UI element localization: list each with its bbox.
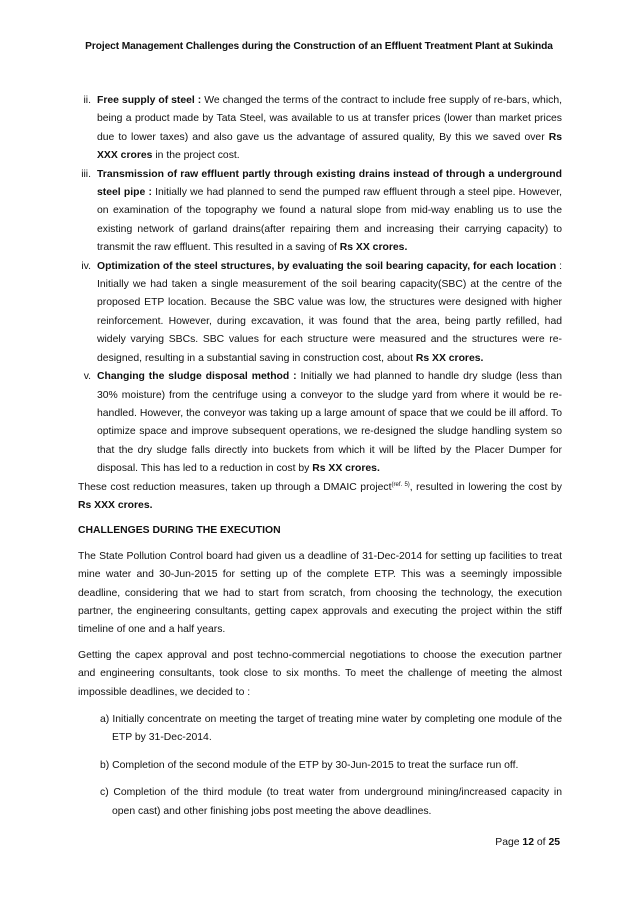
list-number: ii.	[83, 95, 91, 106]
list-item-heading: Optimization of the steel structures, by evaluating the soil bearing capacity, for each location	[97, 260, 557, 272]
page-total: 25	[548, 837, 560, 848]
list-item-text: We changed the terms of the contract to include free supply of re-bars, which, being a product made by Tata Steel, was available to us at transfer prices (lower than market prices due to lower taxes) and also gave us the advantage of assured quality, By this we saved over	[97, 95, 563, 143]
sub-item-c: c) Completion of the third module (to treat water from underground mining/increased capacity in open cast) and other finishing jobs post meeting the above deadlines.	[100, 787, 562, 817]
page-number: 12	[522, 837, 534, 848]
list-item-iv	[78, 258, 562, 368]
summary-paragraph	[78, 479, 562, 516]
page-header: Project Management Challenges during the Construction of an Effluent Treatment Plant at Sukinda	[85, 41, 553, 52]
reference-superscript: (ref. 5)	[391, 481, 410, 488]
list-number: v.	[83, 371, 91, 383]
page-footer	[495, 837, 560, 848]
list-item-text: Initially we had planned to handle dry sludge (less than 30% moisture) from the centrifuge using a conveyor to the sludge yard from where it would be re-handled. However, the conveyor was taking up a large amount of space that we could be ill afford. To optimize space and improve subsequent operations, we re-designed the sludge handling system so that the dry sludge falls directly into buckets from which it will be lifted by the Placer Dumper for disposal. This has led to a reduction in cost by	[97, 371, 562, 475]
sub-item-b: b) Completion of the second module of the ETP by 30-Jun-2015 to treat the surface run off.	[100, 759, 519, 771]
of-word: of	[533, 837, 549, 848]
list-item-text: : Initially we had taken a single measurement of the soil bearing capacity(SBC) at the centre of the proposed ETP location. Because the SBC value was low, the structures were designed with higher reinforcement. However, during excavation, it was found that the area, being partly refilled, had widely varying SBCs. SBC values for each structure were measured and the structures were re-designed, resulting in a substantial saving in construction cost, about	[97, 260, 563, 364]
list-item-amount: Rs XX crores.	[339, 242, 408, 254]
list-item-v	[78, 368, 562, 478]
list-number: iii.	[81, 168, 91, 180]
summary-text: These cost reduction measures, taken up through a DMAIC project	[78, 481, 392, 493]
sub-item-a: a) Initially concentrate on meeting the target of treating mine water by completing one module of the ETP by 31-Dec-2014.	[100, 714, 562, 744]
list-item-ii	[78, 92, 562, 166]
summary-text-cont: , resulted in lowering the cost by	[409, 481, 562, 493]
list-item-tail: in the project cost.	[152, 150, 240, 162]
list-item-heading: Free supply of steel :	[97, 95, 202, 106]
section-heading	[78, 522, 562, 540]
list-item-heading: Transmission of raw effluent partly through existing drains instead of through a underground steel pipe :	[97, 168, 562, 199]
paragraph-deadline: The State Pollution Control board had given us a deadline of 31-Dec-2014 for setting up facilities to treat mine water and 30-Jun-2015 for setting up of the complete ETP. This was a seemingly impossible deadline, considering that we had to start from scratch, from choosing the technology, the execution partner, the engineering consultants, getting capex approvals and executing the project within the stiff timeline of one and a half years.	[78, 550, 562, 636]
list-item-iii	[78, 166, 562, 258]
list-item-text: Initially we had planned to send the pumped raw effluent through a steel pipe. However, on examination of the topography we found a natural slope from mid-way enabling us to use the existing network of garland drains(after repairing them and increasing their carrying capacity) to transmit the raw effluent. This resulted in a saving of	[97, 187, 562, 254]
list-item-heading: Changing the sludge disposal method :	[97, 371, 297, 383]
summary-amount: Rs XXX crores.	[78, 499, 153, 511]
list-item-amount: Rs XX crores.	[415, 352, 484, 364]
sub-list	[78, 711, 562, 821]
list-item-amount: Rs XXX crores	[97, 131, 562, 162]
section-heading-text: CHALLENGES DURING THE EXECUTION	[78, 525, 281, 537]
page-body	[78, 92, 562, 821]
paragraph-approval: Getting the capex approval and post techno-commercial negotiations to choose the execution partner and engineering consultants, took close to six months. To meet the challenge of meeting the almost impossible deadlines, we decided to :	[78, 649, 562, 698]
list-item-amount: Rs XX crores.	[312, 463, 380, 475]
list-number: iv.	[81, 260, 91, 272]
page-word: Page	[495, 837, 523, 848]
